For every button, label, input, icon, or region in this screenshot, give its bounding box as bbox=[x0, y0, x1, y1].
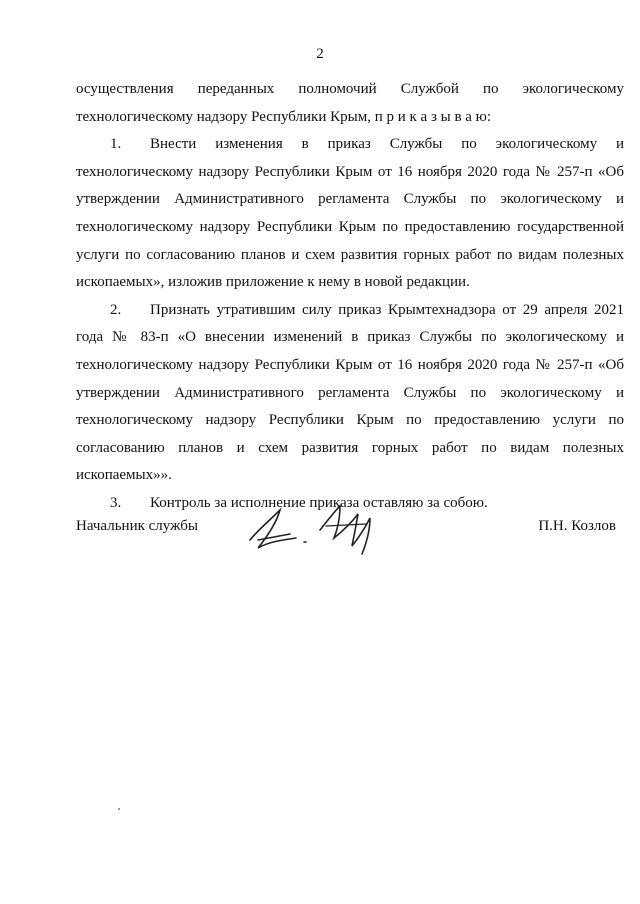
order-item-2-number: 2. bbox=[110, 301, 122, 318]
signature-block bbox=[76, 506, 616, 566]
intro-paragraph: осуществления переданных полномочий Службой по экологическому технологическому надзору Республики Крым, п р и к а з ы в а ю: bbox=[76, 81, 624, 125]
order-item-3-text: Контроль за исполнение приказа оставляю за собою. bbox=[150, 494, 488, 511]
order-item-1-text: Внести изменения в приказ Службы по экологическому и технологическому надзору Республики Крым от 16 ноября 2020 года № 257-п «Об утверждении Административного регламента Службы по экологическому и технологическому надзору Республики Крым по предоставлению государственной услуги по согласованию планов и схем развития горных работ по видам полезных ископаемых», изложив приложение к нему в новой редакции. bbox=[76, 136, 624, 291]
signer-name: П.Н. Козлов bbox=[538, 518, 616, 534]
handwritten-signature bbox=[236, 500, 396, 560]
order-item-2 bbox=[76, 297, 624, 490]
scan-speck bbox=[118, 808, 120, 810]
order-item-1-number: 1. bbox=[110, 136, 122, 153]
order-item-3-number: 3. bbox=[110, 494, 122, 511]
document-body bbox=[76, 76, 624, 518]
order-item-2-text: Признать утратившим силу приказ Крымтехнадзора от 29 апреля 2021 года № 83-п «О внесении изменений в приказ Службы по экологическому и технологическому надзору Республики Крым от 16 ноября 2020 года № 257-п «Об утверждении Административного регламента Службы по экологическому и технологическому надзору Республики Крым по предоставлению услуги по согласованию планов и схем развития горных работ по видам полезных ископаемых»». bbox=[76, 301, 624, 484]
order-item-1 bbox=[76, 131, 624, 297]
page-number: 2 bbox=[316, 46, 324, 62]
signer-position: Начальник службы bbox=[76, 518, 198, 534]
